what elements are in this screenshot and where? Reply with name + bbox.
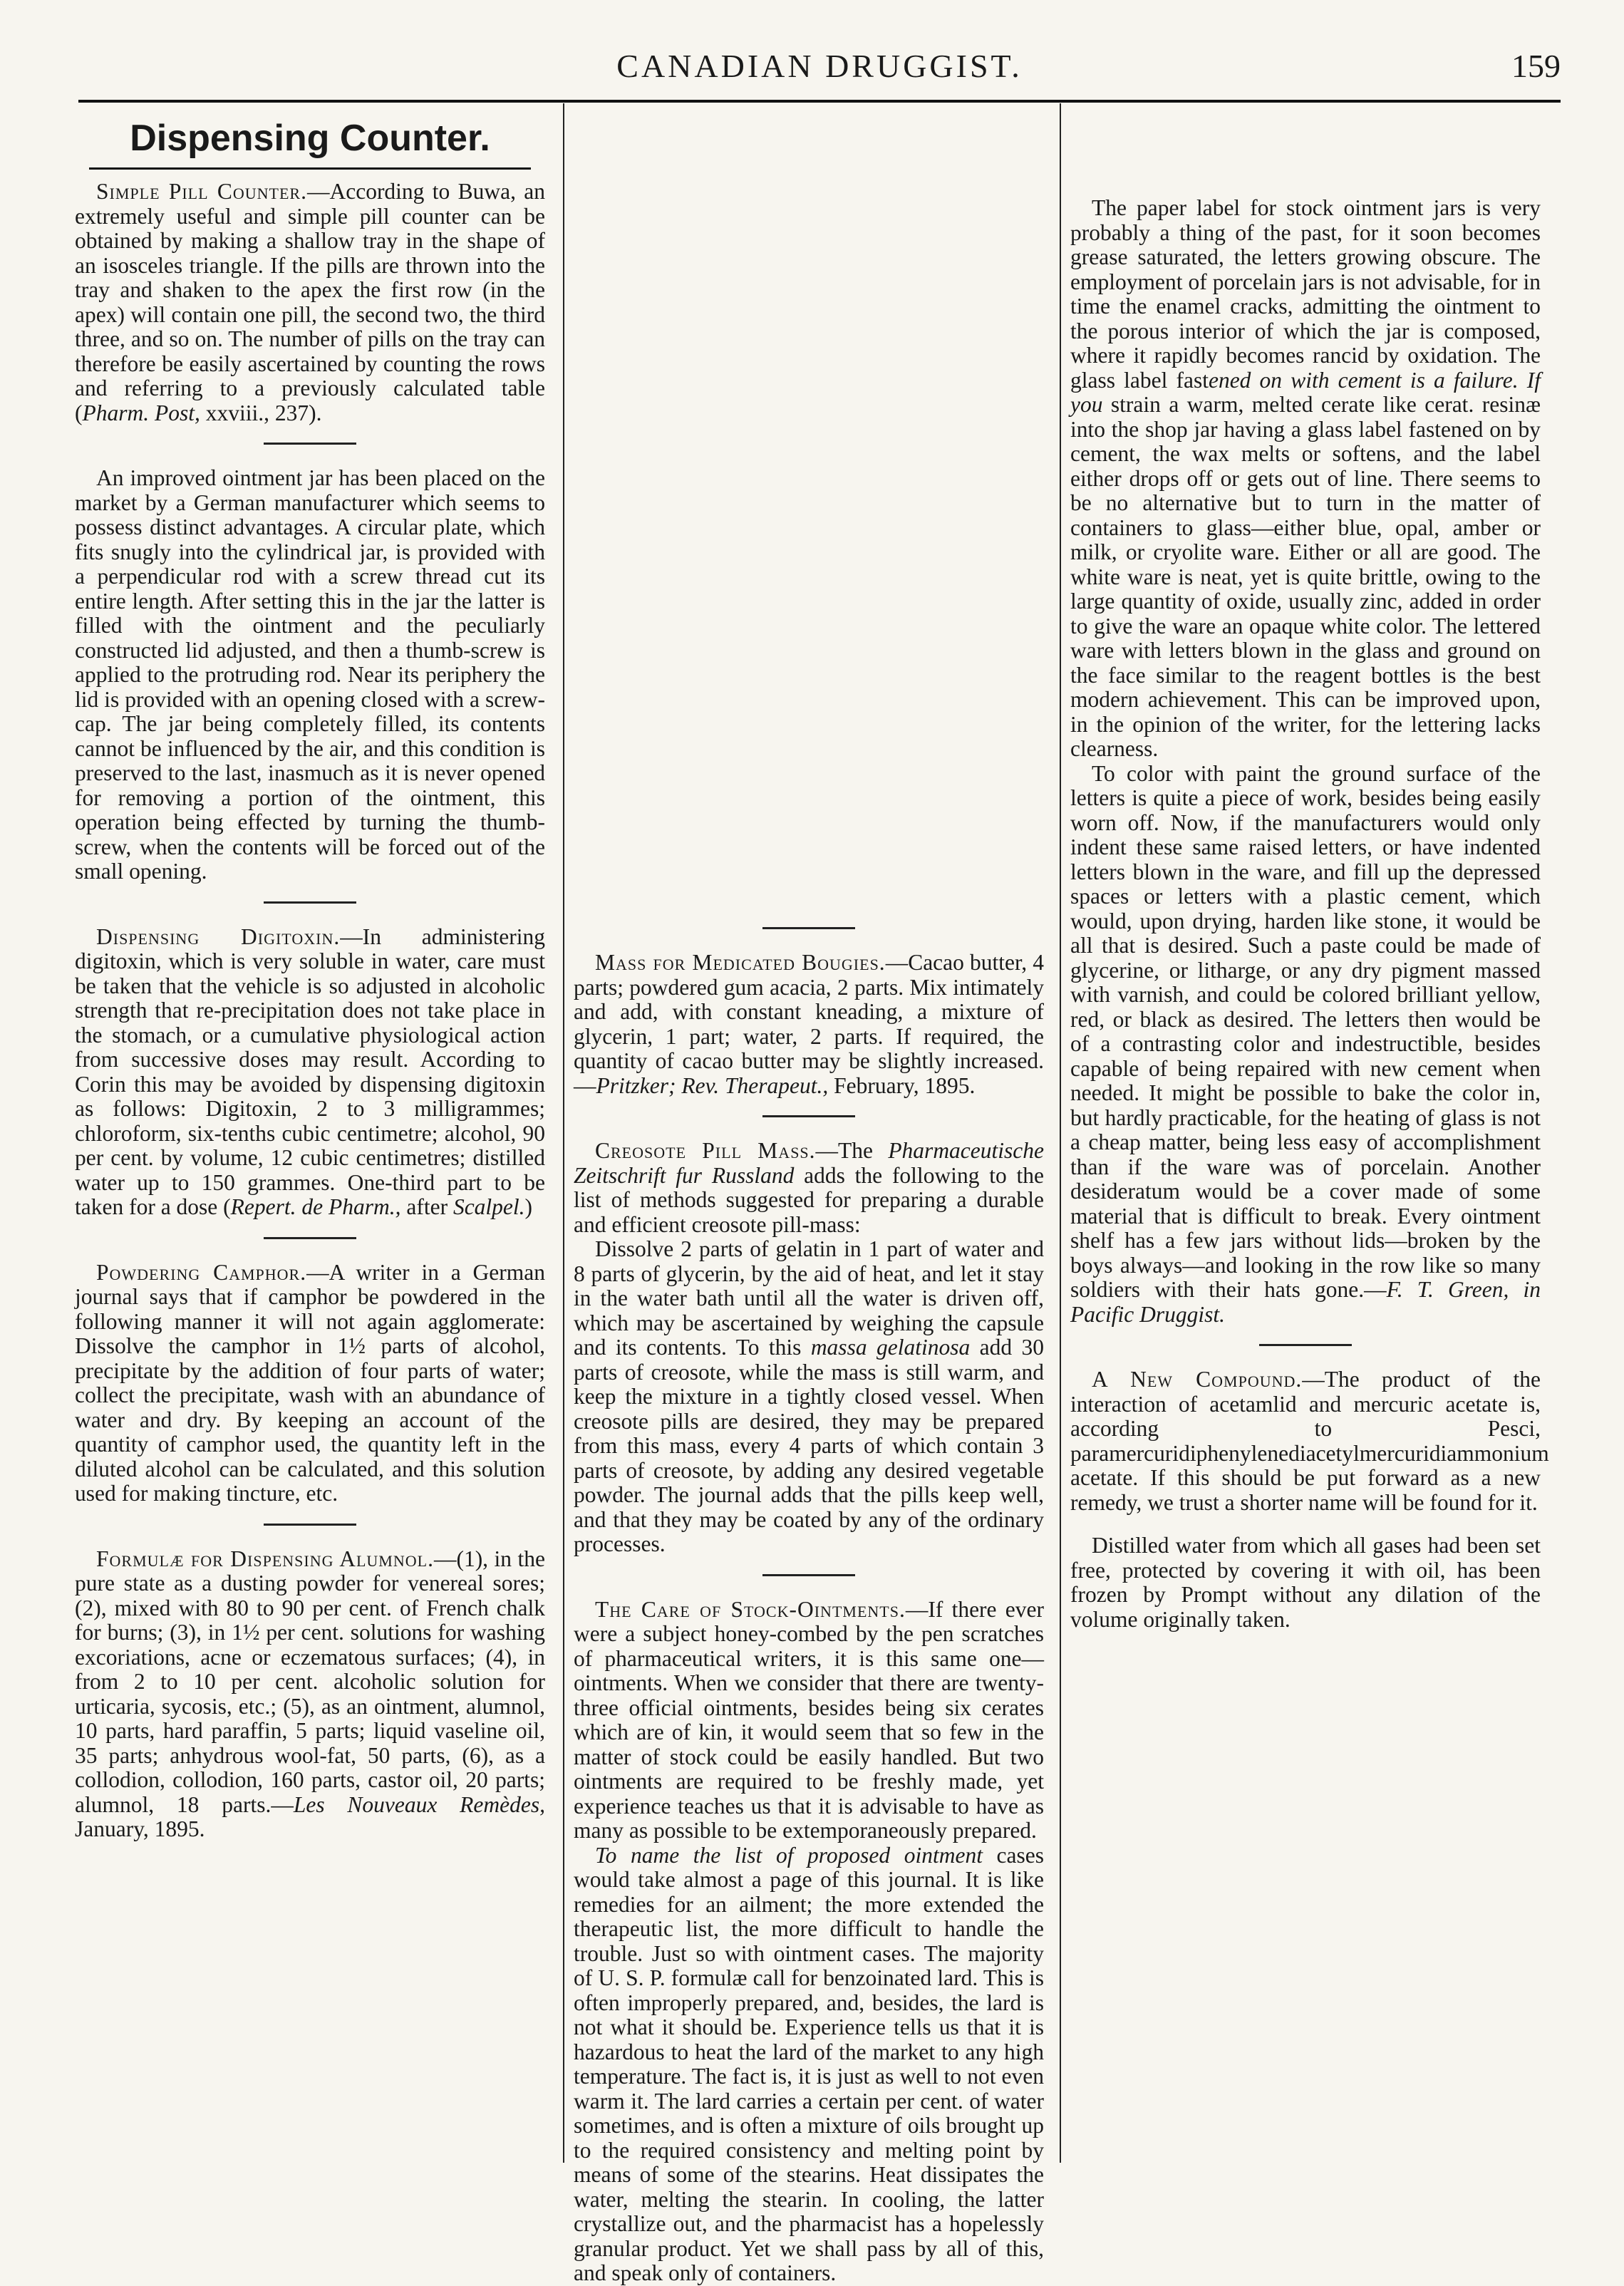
article-text: after: [400, 1194, 453, 1219]
article-title: Creosote Pill Mass.: [595, 1138, 816, 1163]
article-digitoxin: [75, 925, 545, 1220]
separator-rule: [264, 1524, 356, 1526]
article-body: —The product of the interaction of acetamlid and mercuric acetate is, according to Pesci, paramercuridiphenylenediacetylmercuridiammonium acetate. If this should be put forward as a new remedy, we trust a shorter name will be found for it.: [1070, 1367, 1549, 1515]
article-source: F. T. Green, in Pacific Druggist.: [1070, 1277, 1541, 1327]
article-stock-ointments: [574, 1598, 1044, 2286]
column-1: [75, 110, 545, 2163]
article-body: —According to Buwa, an extremely useful and simple pill counter can be obtained by making a shallow tray in the shape of an isosceles triangle. If the pills are thrown into the tray and shaken to the apex the first row (in the apex) will contain one pill, the second two, the third three, and so on. The number of pills on the tray can therefore be easily ascertained by counting the rows and referring to a previously calculated table (: [75, 179, 545, 425]
column-divider: [563, 103, 564, 2163]
article-body: —If there ever were a subject honey-combed by the pen scratches of pharmaceutical writers, it is this same one—ointments. When we consider that there are twenty-three official ointments, besides being six cerates which are of kin, it would seem that so few in the matter of stock could be easily handled. But two ointments are required to be freshly made, yet experience teaches us that it is advisable to have as many as possible to be extemporaneously prepared.: [574, 1596, 1044, 1843]
article-source: Repert. de Pharm.,: [230, 1194, 401, 1219]
paragraph-gap: [1070, 1515, 1541, 1534]
heading-rule: [89, 167, 531, 170]
article-distilled-water: [1070, 1534, 1541, 1632]
article-stock-ointments-cont: [1070, 196, 1541, 1327]
article-body: An improved ointment jar has been placed on the market by a German manufacturer which seems to possess distinct advantages. A circular plate, which fits snugly into the cylindrical jar, is provided with a perpendicular rod with a screw thread cut its entire length. After setting this in the jar the latter is filled with the ointment and the peculiarly constructed lid adjusted, and then a thumb-screw is applied to the protruding rod. Near its periphery the lid is provided with an opening closed with a screw-cap. The jar being completely filled, its contents cannot be influenced by the air, and this condition is preserved to the last, inasmuch as it is never opened for removing a portion of the ointment, this operation being effected by turning the thumb-screw, when the contents will be forced out of the small opening.: [75, 465, 545, 884]
article-body: strain a warm, melted cerate like cerat. resinæ into the shop jar having a glass label fastened on by cement, the wax melts or softens, and the label either drops off or gets out of line. There seems to be no alternative but to turn in the matter of containers to glass—either blue, opal, amber or milk, or cryolite ware. Either or all are good. The white ware is neat, yet is quite brittle, owing to the large quantity of oxide, usually zinc, added in order to give the ware an opaque white color. The lettered ware with letters blown in the glass and ground on the face similar to the reagent bottles is the best modern achievement. This can be improved upon, in the opinion of the writer, for the lettering lacks clearness.: [1070, 392, 1541, 761]
article-body-end: February, 1895.: [828, 1072, 976, 1098]
article-body: —In administering digitoxin, which is very soluble in water, care must be taken that the vehicle is so adjusted in alcoholic strength that re-precipitation does not take place in the stomach, or a cumulative physiological action from successive doses may result. According to Corin this may be avoided by dispensing digitoxin as follows: Digitoxin, 2 to 3 milligrammes; chloroform, six-tenths cubic centimetre; alcohol, 90 per cent. by volume, 12 cubic centimetres; distilled water up to 150 grammes. One-third part to be taken for a dose (: [75, 924, 545, 1219]
article-body: adds the following to the list of methods suggested for preparing a durable and efficient creosote pill-mass:: [574, 1162, 1044, 1237]
article-text: —The: [815, 1138, 889, 1163]
section-heading: Dispensing Counter.: [130, 118, 490, 159]
article-body-end: xxviii., 237).: [200, 400, 322, 425]
article-italic-text: To name the list of proposed ointment: [595, 1842, 983, 1868]
separator-rule: [762, 1115, 855, 1117]
article-source: Les Nouveaux Remèdes,: [293, 1791, 545, 1817]
article-title: Formulæ for Dispensing Alumnol.: [96, 1546, 434, 1571]
article-source: Scalpel.: [452, 1194, 525, 1219]
running-head: [78, 43, 1561, 93]
column-3: [1070, 110, 1549, 2163]
column-2: [574, 110, 1045, 2285]
header-rule: [78, 100, 1561, 103]
article-body-end: ): [524, 1194, 533, 1219]
separator-rule: [264, 1237, 356, 1239]
article-title: The Care of Stock-Ointments.: [595, 1596, 906, 1622]
article-ointment-jar: [75, 466, 545, 884]
column-divider: [1060, 103, 1061, 2163]
article-body: cases would take almost a page of this journal. It is like remedies for an ailment; the more extended the therapeutic list, the more difficult to handle the trouble. Just so with ointment cases. The majority of U. S. P. formulæ call for benzoinated lard. This is often improperly prepared, and, besides, the lard is not what it should be. Experience tells us that it is hazardous to heat the lard of the market to any high temperature. The fact is, it is just as well to not even warm it. The lard carries a certain per cent. of water sometimes, and is often a mixture of oils brought up to the required consistency and melting point by means of some of the stearins. Heat dissipates the water, melting the stearin. In cooling, the latter crystallize out, and the pharmacist has a hopelessly granular product. Yet we shall pass by all of this, and speak only of containers.: [574, 1842, 1045, 2285]
article-new-compound: [1070, 1367, 1549, 1515]
article-body: To color with paint the ground surface of the letters is quite a piece of work, besides being easily worn off. Now, if the manufacturers would only indent these same raised letters, or have indented letters blown in the ware, and fill up the depressed spaces or letters with a plastic cement, which would, upon drying, harden like stone, it would be all that is desired. Such a paste could be made of glycerine, or litharge, or any dry pigment massed with varnish, and could be colored brilliant yellow, red, or black as desired. The letters then would be of a contrasting color and indestructible, besides capable of being repaired with new cement when needed. It might be possible to bake the color in, but hardly practicable, for the heating of glass is not a cheap matter, being less easy of accomplishment than if the ware was of porcelain. Another desideratum would be a cover made of some material that is difficult to break. Every ointment shelf has a few jars without lids—broken by the boys always—and looking in the row like so many soldiers with their hats gone.—: [1070, 760, 1541, 1302]
article-title: Mass for Medicated Bougies.: [595, 950, 886, 975]
article-title: Dispensing Digitoxin.: [96, 924, 341, 949]
article-body: —(1), in the pure state as a dusting powder for venereal sores; (2), mixed with 80 to 90 per cent. of French chalk for burns; (3), in 1½ per cent. solutions for washing excoriations, acne or eczematous surfaces; (4), in from 2 to 10 per cent. alcoholic solution for urticaria, sycosis, etc.; (5), as an ointment, alumnol, 10 parts, hard paraffin, 5 parts; liquid vaseline oil, 35 parts; anhydrous wool-fat, 50 parts, (6), as a collodion, collodion, 160 parts, castor oil, 20 parts; alumnol, 18 parts.—: [75, 1546, 545, 1817]
article-bougies: [574, 951, 1044, 1098]
article-source: Pritzker; Rev. Therapeut.,: [596, 1072, 829, 1098]
stock-ointments-continuation-space: [1070, 110, 1541, 196]
article-body: —A writer in a German journal says that if camphor be powdered in the following manner it will not again agglomerate: Dissolve the camphor in 1½ parts of alcohol, precipitate by the addition of four parts of water; collect the precipitate, wash with an abundance of water and dry. By keeping an account of the quantity of camphor used, the quantity left in the diluted alcohol can be calculated, and this solution used for making tincture, etc.: [75, 1259, 545, 1506]
page-number: 159: [1511, 48, 1561, 84]
article-pill-counter: [75, 180, 545, 425]
separator-rule: [762, 927, 855, 929]
separator-rule: [264, 901, 356, 904]
article-source: Pharmaceutische Zeitschrift fur Russland: [574, 1138, 1044, 1188]
article-body: Dissolve 2 parts of gelatin in 1 part of water and 8 parts of glycerin, by the aid of heat, and let it stay in the water bath until all the water is driven off, which may be ascertained by weighing the capsule and its contents. To this: [574, 1236, 1044, 1360]
article-source: Pharm. Post,: [82, 400, 200, 425]
separator-rule: [1259, 1344, 1352, 1346]
article-italic-text: ened on with cement is a failure. If you: [1070, 367, 1541, 417]
article-body: The paper label for stock ointment jars is very probably a thing of the past, for it soon becomes grease saturated, the letters growing obscure. The employment of porcelain jars is not advisable, for in time the enamel cracks, admitting the ointment to the porous interior of which the jar is composed, where it rapidly becomes rancid by oxidation. The glass label fast: [1070, 195, 1541, 393]
article-alumnol: [75, 1547, 545, 1842]
article-title: A New Compound.: [1092, 1367, 1303, 1392]
alumnol-continuation-space: [574, 110, 1044, 910]
article-title: Powdering Camphor.: [96, 1259, 307, 1285]
article-creosote: [574, 1139, 1044, 1557]
article-camphor: [75, 1261, 545, 1506]
separator-rule: [762, 1574, 855, 1576]
article-body: Distilled water from which all gases had been set free, protected by covering it with oil, has been frozen by Prompt without any dilation of the volume originally taken.: [1070, 1533, 1541, 1632]
running-title: CANADIAN DRUGGIST.: [616, 48, 1023, 84]
article-title: Simple Pill Counter.: [96, 179, 307, 204]
separator-rule: [264, 443, 356, 445]
article-body: —Cacao butter, 4 parts; powdered gum acacia, 2 parts. Mix intimately and add, with constant kneading, a mixture of glycerin, 1 part; water, 2 parts. If required, the quantity of cacao butter may be slightly increased.—: [574, 950, 1045, 1098]
article-body-end: January, 1895.: [75, 1816, 205, 1841]
article-term: massa gelatinosa: [810, 1335, 971, 1360]
article-body: add 30 parts of creosote, while the mass is still warm, and keep the mixture in a tightly closed vessel. When creosote pills are desired, they may be prepared from this mass, every 4 parts of which contain 3 parts of creosote, by adding any desired vegetable powder. The journal adds that the pills keep well, and that they may be coated by any of the ordinary processes.: [574, 1335, 1045, 1556]
